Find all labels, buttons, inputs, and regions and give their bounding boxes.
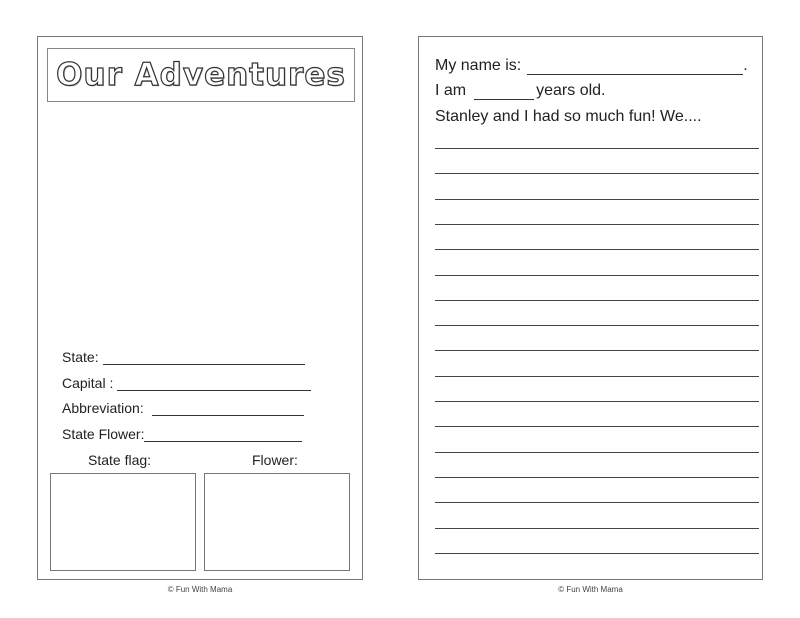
writing-line[interactable] xyxy=(435,249,759,250)
abbreviation-label: Abbreviation: xyxy=(62,400,144,416)
left-page xyxy=(37,36,363,580)
state-flag-label: State flag: xyxy=(88,452,152,468)
age-row[interactable] xyxy=(435,82,606,100)
writing-line[interactable] xyxy=(435,300,759,301)
abbreviation-blank-line[interactable] xyxy=(152,401,304,416)
title-box xyxy=(47,48,355,102)
name-row[interactable] xyxy=(435,57,748,75)
writing-line[interactable] xyxy=(435,553,759,554)
writing-line[interactable] xyxy=(435,325,759,326)
name-end-period: . xyxy=(743,57,748,74)
writing-line[interactable] xyxy=(435,173,759,174)
name-label: My name is: xyxy=(435,57,522,74)
writing-line[interactable] xyxy=(435,224,759,225)
abbreviation-field[interactable] xyxy=(62,400,304,416)
state-flower-label: State Flower: xyxy=(62,426,145,442)
writing-line[interactable] xyxy=(435,502,759,503)
capital-field[interactable] xyxy=(62,375,311,391)
footer-credit-left: © Fun With Mama xyxy=(167,585,233,594)
page-title: Our Adventures xyxy=(56,57,346,93)
state-flower-blank-line[interactable] xyxy=(144,427,302,442)
right-page xyxy=(418,36,763,580)
age-suffix: years old. xyxy=(536,82,606,99)
flower-label: Flower: xyxy=(252,452,298,468)
writing-line[interactable] xyxy=(435,426,759,427)
writing-line[interactable] xyxy=(435,452,759,453)
writing-line[interactable] xyxy=(435,477,759,478)
writing-line[interactable] xyxy=(435,199,759,200)
name-blank-line[interactable] xyxy=(527,58,743,75)
state-label: State: xyxy=(62,349,99,365)
capital-blank-line[interactable] xyxy=(117,376,311,391)
prompt-row xyxy=(435,108,702,126)
writing-line[interactable] xyxy=(435,148,759,149)
footer-credit-right: © Fun With Mama xyxy=(558,585,623,594)
state-field[interactable] xyxy=(62,349,305,365)
state-flower-field[interactable] xyxy=(62,426,302,442)
age-blank-line[interactable] xyxy=(474,83,534,100)
state-flag-box[interactable] xyxy=(50,473,196,571)
writing-line[interactable] xyxy=(435,275,759,276)
age-prefix: I am xyxy=(435,82,467,99)
writing-line[interactable] xyxy=(435,376,759,377)
writing-line[interactable] xyxy=(435,401,759,402)
writing-line[interactable] xyxy=(435,528,759,529)
state-blank-line[interactable] xyxy=(103,350,305,365)
capital-label: Capital : xyxy=(62,375,114,391)
writing-line[interactable] xyxy=(435,350,759,351)
flower-box[interactable] xyxy=(204,473,350,571)
writing-prompt: Stanley and I had so much fun! We.... xyxy=(435,108,702,125)
